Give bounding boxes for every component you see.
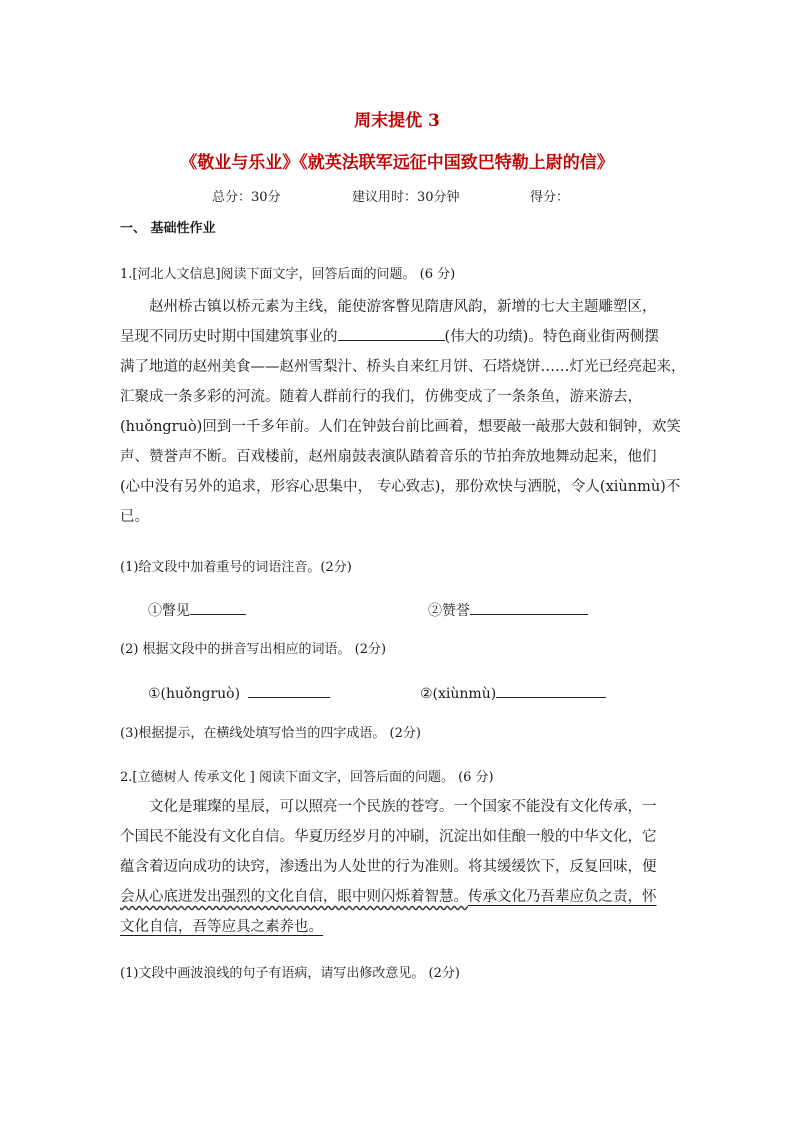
q1-line: 汇聚成一条多彩的河流。随着人群前行的我们，仿佛变成了一条条鱼，游来游去，: [120, 389, 642, 405]
q2-line: [120, 912, 644, 942]
q2-sub1: (1)文段中画波浪线的句子有语病，请写出修改意见。 (2分): [120, 966, 460, 981]
q1-line: (huǒngruò)回到一千多年前。人们在钟鼓台前比画着，想要敲一敲那大鼓和铜钟，欢笑: [120, 419, 681, 435]
q2-passage: [120, 792, 657, 942]
q2-line: 文化是璀璨的星辰，可以照亮一个民族的苍穹。一个国家不能没有文化传承，一: [149, 799, 657, 815]
q1-line: 已。: [120, 509, 149, 525]
score-meta: [0, 186, 794, 204]
answer-blank[interactable]: [470, 600, 588, 615]
page-title: 周末提优 3: [354, 111, 440, 131]
answer-blank[interactable]: [248, 683, 330, 698]
q1-sub2: (2) 根据文段中的拼音写出相应的词语。 (2分): [120, 642, 387, 657]
wavy-sentence: 会从心底迸发出强烈的文化自信，眼中则闪烁着智慧。: [120, 889, 468, 905]
q1-line: 满了地道的赵州美食——赵州雪梨汁、桥头自来红月饼、石塔烧饼……灯光已经亮起来，: [120, 359, 686, 375]
q1-sub1: (1)给文段中加着重号的词语注音。(2分): [120, 560, 352, 575]
q1-line: (心中没有另外的追求，形容心思集中， 专心致志)，那份欢快与洒脱，令人(xiùnmù)不: [120, 479, 681, 495]
q2-line: 个国民不能没有文化自信。华夏历经岁月的冲刷，沉淀出如佳酿一般的中华文化，它: [120, 829, 657, 845]
section-heading: 一、 基础性作业: [120, 221, 216, 236]
q1-sub2-b: ②(xiùnmù): [420, 683, 606, 702]
q1-line: 声、赞誉声不断。百戏楼前，赵州扇鼓表演队踏着音乐的节拍奔放地舞动起来，他们: [120, 449, 657, 465]
q1-sub2-a: ①(huǒngruò): [148, 683, 330, 702]
answer-blank[interactable]: [496, 683, 606, 698]
q1-sub3: (3)根据提示，在横线处填写恰当的四字成语。 (2分): [120, 726, 421, 741]
q1-sub1-b: ②赞誉: [428, 600, 588, 620]
score-label: 得分：: [530, 190, 570, 205]
q1-line: 呈现不同历史时期中国建筑事业的 (伟大的功绩)。特色商业街两侧摆: [120, 322, 644, 352]
answer-blank[interactable]: [338, 326, 445, 341]
q1-passage: [120, 292, 686, 532]
q1-line: 赵州桥古镇以桥元素为主线，能使游客瞥见隋唐风韵，新增的七大主题雕塑区，: [149, 299, 657, 315]
q1-sub1-a: ①瞥见: [148, 600, 246, 620]
q1-stem: 1.[河北人文信息]阅读下面文字，回答后面的问题。 (6 分): [120, 267, 456, 282]
page-subtitle: 《敬业与乐业》《就英法联军远征中国致巴特勒上尉的信》: [180, 153, 614, 173]
q2-line: 蕴含着迈向成功的诀窍，渗透出为人处世的行为准则。将其缓缓饮下，反复回味，便: [120, 859, 657, 875]
answer-blank[interactable]: [190, 600, 246, 615]
underlined-sentence: 文化自信，吾等应具之素养也。: [120, 919, 323, 935]
total-score: 总分：30分: [212, 190, 281, 205]
q2-line: [120, 882, 657, 912]
suggested-time: 建议用时：30分钟: [352, 190, 460, 205]
underlined-sentence: 传承文化乃吾辈应负之责，怀: [468, 889, 657, 905]
q2-stem: 2.[立德树人 传承文化 ] 阅读下面文字，回答后面的问题。 (6 分): [120, 770, 494, 785]
